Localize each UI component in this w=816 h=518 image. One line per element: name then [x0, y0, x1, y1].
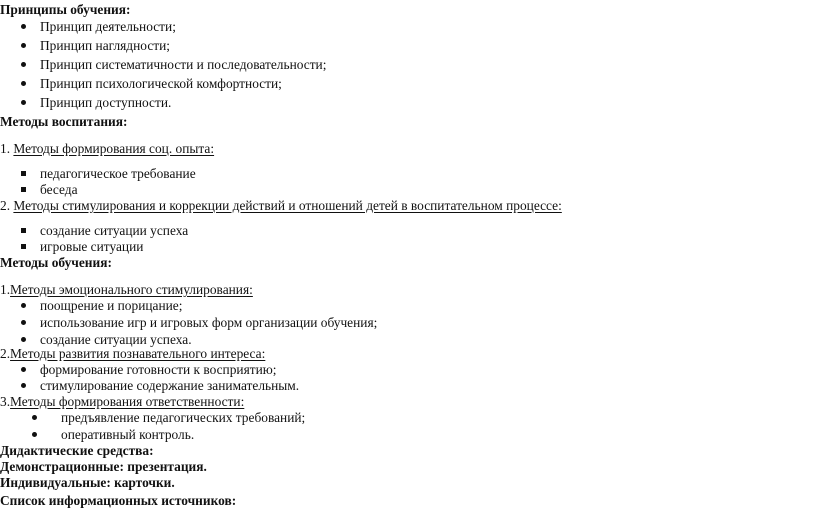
bullet-square-icon — [21, 228, 26, 233]
teaching-group-title: 2.Методы развития познавательного интереса: — [0, 346, 266, 361]
bullet-dot-icon — [32, 415, 37, 420]
bullet-dot-icon — [21, 320, 26, 325]
bullet-dot-icon — [21, 383, 26, 388]
upbringing-group-title: 1. Методы формирования соц. опыта: — [0, 141, 215, 156]
bullet-dot-icon — [21, 337, 26, 342]
upbringing-heading: Методы воспитания: — [0, 114, 128, 129]
teaching-heading: Методы обучения: — [0, 255, 112, 270]
principles-heading: Принципы обучения: — [0, 2, 131, 17]
bullet-dot-icon — [21, 62, 26, 67]
bullet-dot-icon — [21, 81, 26, 86]
bullet-dot-icon — [21, 24, 26, 29]
bullet-dot-icon — [21, 43, 26, 48]
didactic-demo: Демонстрационные: презентация. — [0, 459, 207, 474]
bullet-square-icon — [21, 244, 26, 249]
bullet-square-icon — [21, 187, 26, 192]
bullet-dot-icon — [32, 432, 37, 437]
didactic-individual: Индивидуальные: карточки. — [0, 475, 175, 490]
bullet-dot-icon — [21, 303, 26, 308]
bullet-dot-icon — [21, 100, 26, 105]
teaching-group-title: 1.Методы эмоционального стимулирования: — [0, 282, 253, 297]
upbringing-group-title: 2. Методы стимулирования и коррекции действий и отношений детей в воспитательном процессе: — [0, 198, 562, 213]
bullet-square-icon — [21, 171, 26, 176]
bullet-dot-icon — [21, 367, 26, 372]
sources-heading: Список информационных источников: — [0, 493, 237, 508]
teaching-group-title: 3.Методы формирования ответственности: — [0, 394, 245, 409]
didactic-heading: Дидактические средства: — [0, 443, 154, 458]
